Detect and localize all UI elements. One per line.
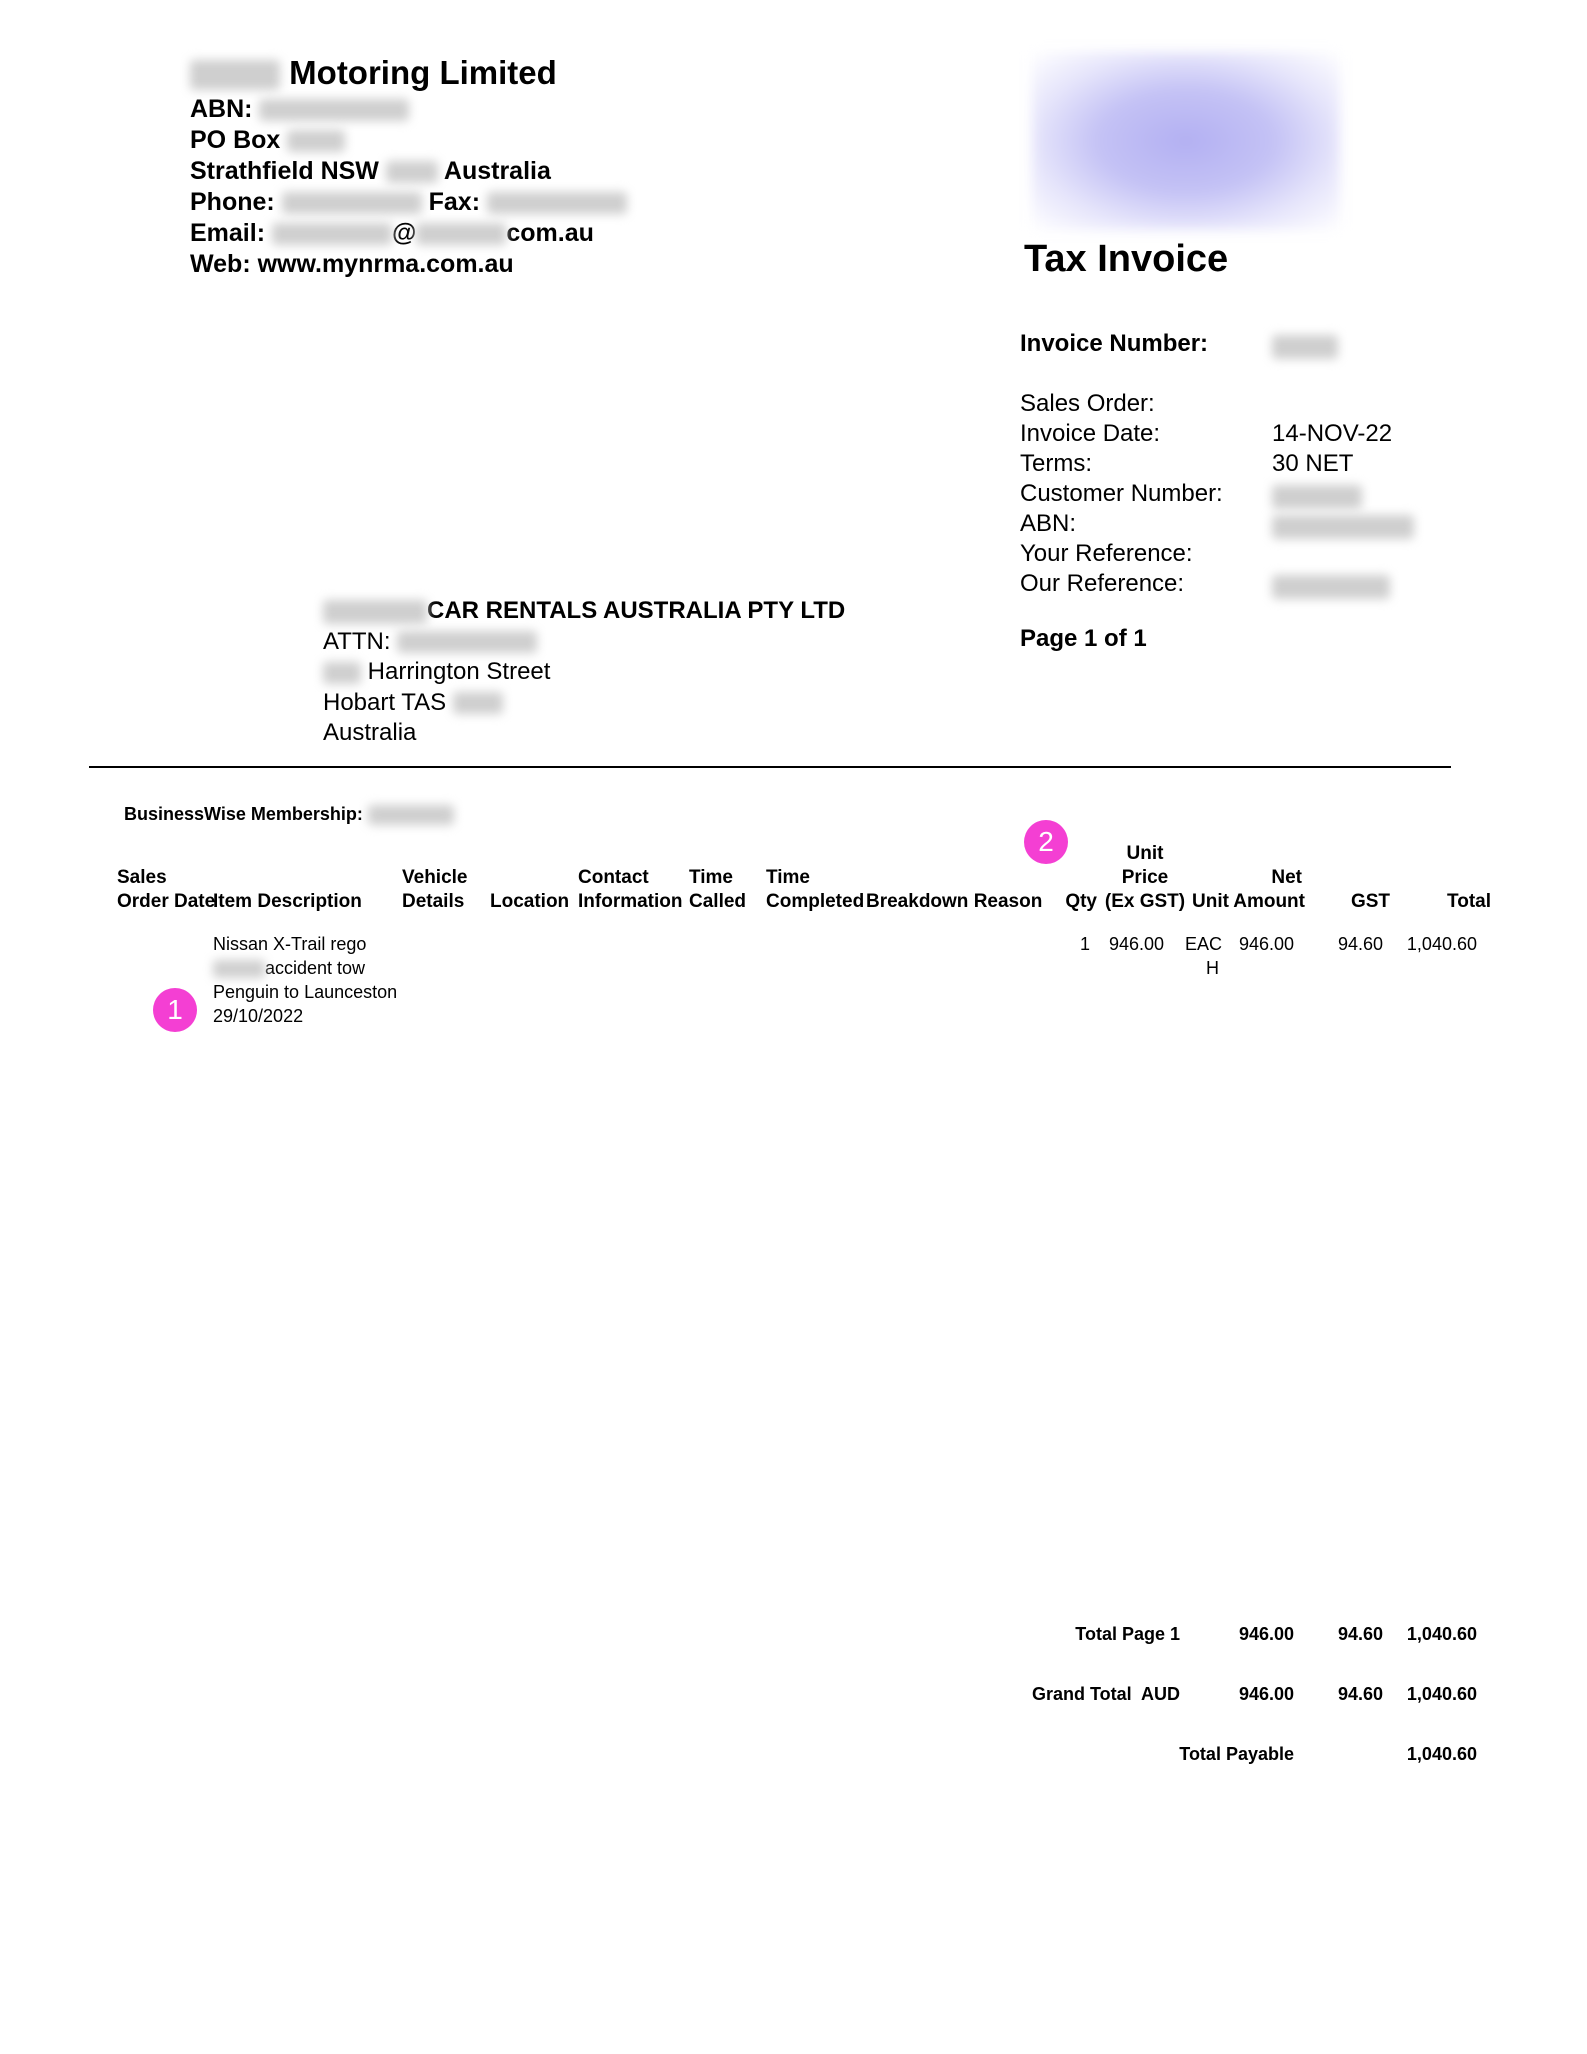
redacted-text <box>397 631 537 653</box>
col-time-completed-line2: Completed <box>766 891 865 912</box>
document-title: Tax Invoice <box>1024 238 1229 280</box>
row-unit-line1: EAC <box>1185 934 1223 954</box>
col-unit-price-line1: Unit <box>1126 843 1164 864</box>
col-vehicle-details-line2: Details <box>402 891 465 912</box>
company-web: Web: www.mynrma.com.au <box>190 250 514 278</box>
redacted-text <box>190 60 280 90</box>
membership-label: BusinessWise Membership: <box>124 804 363 824</box>
company-abn-label: ABN: <box>190 95 253 123</box>
col-total: Total <box>1447 891 1491 912</box>
annotation-marker-1: 1 <box>153 988 197 1032</box>
invoice-number-value <box>1272 331 1338 362</box>
total-page-gst: 94.60 <box>1337 1624 1383 1644</box>
total-page-label: Total Page 1 <box>1075 1624 1180 1644</box>
customer-abn-value <box>1272 511 1414 542</box>
bill-to-city: Hobart TAS <box>323 688 447 716</box>
bill-to-street: Harrington Street <box>367 658 551 685</box>
company-city: Strathfield NSW <box>190 157 379 185</box>
customer-number-label: Customer Number: <box>1020 480 1223 507</box>
grand-total-label: Grand Total AUD <box>1032 1684 1180 1704</box>
row-gst: 94.60 <box>1337 934 1383 954</box>
col-sales-order-date-line2: Order Date <box>117 891 216 912</box>
col-net-amount-line1: Net <box>1271 867 1302 888</box>
col-breakdown-reason: Breakdown Reason <box>866 891 1043 912</box>
redacted-text <box>1272 485 1362 509</box>
bill-to-city-row <box>323 688 845 719</box>
redacted-text <box>416 223 506 245</box>
annotation-marker-2: 2 <box>1024 820 1068 864</box>
col-qty: Qty <box>1065 891 1097 912</box>
company-phone-row <box>190 187 627 218</box>
row-net-amount: 946.00 <box>1238 934 1294 954</box>
company-header <box>190 52 627 280</box>
company-po-box-label: PO Box <box>190 126 281 154</box>
col-time-called-line2: Called <box>689 891 747 912</box>
our-reference-value <box>1272 571 1390 602</box>
row-unit-price: 946.00 <box>1108 934 1164 954</box>
bill-to-name-row <box>323 596 845 627</box>
company-abn-row <box>190 94 627 125</box>
redacted-text <box>487 192 627 214</box>
row-description-line4: 29/10/2022 <box>213 1006 304 1026</box>
grand-total-total: 1,040.60 <box>1406 1684 1477 1704</box>
redacted-text <box>1272 575 1390 599</box>
invoice-date-value: 14-NOV-22 <box>1272 420 1393 447</box>
company-phone-label: Phone: <box>190 188 275 216</box>
company-email-domain: com.au <box>506 219 594 247</box>
membership-row <box>124 804 454 825</box>
redacted-text <box>287 130 345 152</box>
row-description-line1: Nissan X-Trail rego <box>213 934 367 954</box>
col-vehicle-details-line1: Vehicle <box>402 867 468 888</box>
company-logo <box>1032 52 1340 230</box>
redacted-text <box>323 662 361 684</box>
redacted-text <box>282 192 422 214</box>
redacted-text <box>1272 335 1338 359</box>
grand-total-gst: 94.60 <box>1337 1684 1383 1704</box>
col-location: Location <box>490 891 570 912</box>
sales-order-label: Sales Order: <box>1020 390 1155 417</box>
total-page-total: 1,040.60 <box>1406 1624 1477 1644</box>
row-description-line2 <box>213 956 365 980</box>
your-reference-label: Your Reference: <box>1020 540 1193 567</box>
company-email-label: Email: <box>190 219 266 247</box>
row-description-line3: Penguin to Launceston <box>213 982 398 1002</box>
bill-to-attn-label: ATTN: <box>323 627 391 655</box>
col-time-completed-line1: Time <box>766 867 811 888</box>
invoice-date-label: Invoice Date: <box>1020 420 1161 447</box>
redacted-text <box>1272 515 1414 539</box>
col-item-description: Item Description <box>213 891 362 912</box>
company-country: Australia <box>443 157 551 185</box>
row-qty: 1 <box>1079 934 1090 954</box>
company-city-row <box>190 156 627 187</box>
total-page-net: 946.00 <box>1238 1624 1294 1644</box>
company-email-at: @ <box>391 219 417 247</box>
company-email-row <box>190 218 627 249</box>
col-time-called-line1: Time <box>689 867 734 888</box>
row-total: 1,040.60 <box>1406 934 1477 954</box>
grand-total-net: 946.00 <box>1238 1684 1294 1704</box>
header-divider <box>89 766 1451 768</box>
company-name-row <box>190 52 627 94</box>
col-contact-information-line2: Information <box>578 891 683 912</box>
company-fax-label: Fax: <box>428 188 481 216</box>
redacted-text <box>368 805 454 825</box>
col-gst: GST <box>1350 891 1390 912</box>
col-unit-price-line2: Price <box>1121 867 1169 888</box>
invoice-number-label: Invoice Number: <box>1020 330 1209 357</box>
redacted-text <box>386 161 438 183</box>
company-po-box-row <box>190 125 627 156</box>
terms-value: 30 NET <box>1272 450 1354 477</box>
company-name: Motoring Limited <box>289 54 557 91</box>
terms-label: Terms: <box>1020 450 1092 477</box>
row-description-line2-text: accident tow <box>265 958 366 978</box>
col-unit: Unit <box>1192 891 1229 912</box>
redacted-text <box>213 960 265 978</box>
redacted-text <box>323 600 427 624</box>
total-payable-label: Total Payable <box>1179 1744 1294 1764</box>
bill-to <box>323 596 845 749</box>
customer-abn-label: ABN: <box>1020 510 1077 537</box>
our-reference-label: Our Reference: <box>1020 570 1185 597</box>
row-unit-line2: H <box>1206 958 1219 978</box>
col-contact-information-line1: Contact <box>578 867 649 888</box>
col-net-amount-line2: Amount <box>1233 891 1305 912</box>
redacted-text <box>259 99 409 121</box>
redacted-text <box>453 692 503 714</box>
col-unit-price-line3: (Ex GST) <box>1104 891 1186 912</box>
bill-to-street-row <box>323 657 845 688</box>
bill-to-attn-row <box>323 627 845 658</box>
redacted-text <box>272 223 392 245</box>
bill-to-country: Australia <box>323 719 417 746</box>
customer-number-value <box>1272 481 1362 512</box>
bill-to-name: CAR RENTALS AUSTRALIA PTY LTD <box>427 597 846 624</box>
total-payable-value: 1,040.60 <box>1406 1744 1477 1764</box>
page-indicator: Page 1 of 1 <box>1020 625 1147 652</box>
col-sales-order-date-line1: Sales <box>117 867 167 888</box>
